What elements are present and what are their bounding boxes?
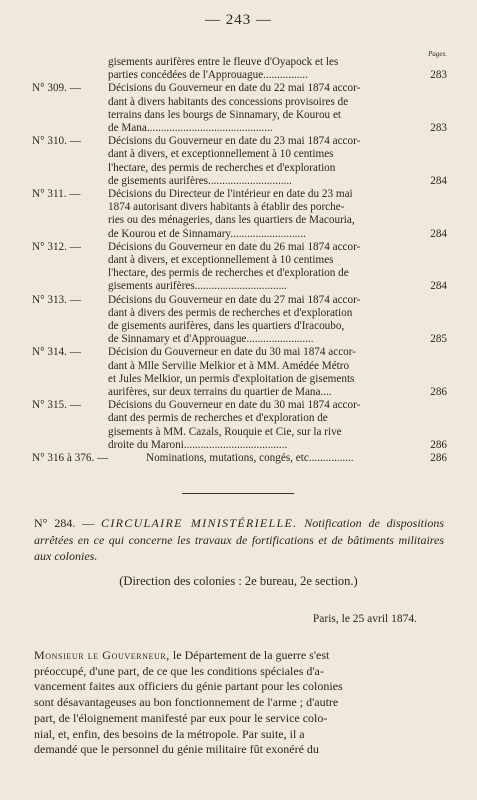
toc-line: Décisions du Gouverneur en date du 30 mai 1874 accor- [108,399,361,412]
circular-subtitle-line: fortifications et de bâtiments militaires aux colonies. [34,532,445,563]
letter-line-first [34,648,444,664]
toc-line: de Kourou et de Sinnamary........................... [108,227,306,240]
salutation: Monsieur le Gouverneur, [34,648,170,662]
toc-line: Nominations, mutations, congés, etc................ [146,452,354,465]
letter-line: demandé que le personnel du génie militaire fût exonéré du [34,742,319,757]
toc-entry-number: N° 315. — [32,399,81,412]
letter-line: part, de l'éloignement manifesté par eux pour le service colo- [34,710,328,725]
toc-page-ref: 286 [430,438,447,451]
toc-line: ries ou des ménageries, dans les quartiers de Macouria, [108,214,355,227]
letter-line: nial, et, enfin, des besoins de la métropole. Par suite, il a [34,726,305,741]
circular-subtitle-line: de dispositions arrêtées en ce qui concerne les travaux de [34,516,444,547]
toc-line: dant à divers, et exceptionnellement à 10 centimes [108,254,334,267]
toc-entry-number: N° 310. — [32,135,81,148]
toc-line: l'hectare, des permis de recherches et d'exploration de [108,267,349,280]
toc-page-ref: 286 [430,386,447,399]
toc-line: dant à divers des permis de recherches et d'exploration [108,306,353,319]
toc-entry-number: N° 316 à 376. — [32,452,109,465]
section-divider [182,493,294,494]
toc-line: Décisions du Gouverneur en date du 26 mai 1874 accor- [108,240,361,253]
toc-entry-314 [0,346,477,399]
toc-line: dant à Mlle Servilie Melkior et à MM. Amédée Métro [108,359,350,372]
toc-line: Décision du Gouverneur en date du 30 mai 1874 accor- [108,346,356,359]
circular-subtitle-start: Notification [304,516,362,530]
toc-line: et Jules Melkior, un permis d'exploitation de gisements [108,372,355,385]
toc-line: de Sinnamary et d'Approuague........................ [108,333,314,346]
toc-line: gisements aurifères................................. [108,280,287,293]
toc-entry-309 [0,82,477,135]
toc-entry-number: N° 311. — [32,188,81,201]
toc-line: 1874 autorisant divers habitants à établir des porche- [108,201,345,214]
toc-page-ref: 285 [430,333,447,346]
toc-line: dant à divers, et exceptionnellement à 10 centimes [108,148,334,161]
circular-number: N° 284. — [34,516,95,530]
letter-line: préoccupé, d'une part, de ce que les conditions spéciales d'a- [34,663,324,678]
toc-entry-313 [0,294,477,347]
toc-page-ref: 284 [430,174,447,187]
toc-line: terrains dans les bourgs de Sinnamary, de Kourou et [108,108,342,121]
toc-line: Décisions du Gouverneur en date du 23 mai 1874 accor- [108,135,361,148]
pages-column-label: Pages. [428,50,447,58]
toc-entry-310 [0,135,477,188]
place-date: Paris, le 25 avril 1874. [312,613,417,625]
toc-line: aurifères, sur deux terrains du quartier de Mana.... [108,386,332,399]
toc-line: dant des permis de recherches et d'exploration de [108,412,328,425]
toc-line: de Mana............................................. [108,122,273,135]
toc-line: droite du Maroni..................................... [108,438,288,451]
toc-page-ref: 283 [430,122,447,135]
letter-body [34,648,444,758]
toc-line: l'hectare, des permis de recherches et d'exploration [108,161,336,174]
toc-entry-number: N° 312. — [32,240,81,253]
letter-text: le Département de la guerre s'est [172,648,330,662]
toc-line: Décisions du Gouverneur en date du 27 mai 1874 accor- [108,293,361,306]
toc-line: Décisions du Directeur de l'intérieur en date du 23 mai [108,188,353,201]
toc-entry-number: N° 313. — [32,293,81,306]
toc-page-ref: 284 [430,227,447,240]
toc-entry-number: N° 314. — [32,346,81,359]
circular-heading [34,515,444,565]
toc-page-ref: 286 [430,452,447,465]
toc-line: dant à divers habitants des concessions provisoires de [108,95,349,108]
toc-line: de gisements aurifères.............................. [108,174,292,187]
toc-entry-311 [0,188,477,241]
toc-line: parties concédées de l'Approuague................ [108,69,308,82]
toc-entry-number: N° 309. — [32,82,81,95]
toc-line: gisements aurifères entre le fleuve d'Oyapock et les [108,56,339,68]
toc-page-ref: 283 [430,69,447,82]
table-of-contents [0,56,477,465]
toc-page-ref: 284 [430,280,447,293]
toc-line: gisements à MM. Cazals, Rouquie et Cie, sur la rive [108,425,342,438]
circular-title: CIRCULAIRE MINISTÉRIELLE. [101,516,298,530]
toc-continuation [0,56,477,82]
letter-line: sont désavantageuses au bon fonctionnement de l'arme ; d'autre [34,695,339,710]
toc-entry-316-376 [0,452,477,465]
toc-line: de gisements aurifères, dans les quartiers d'Iracoubo, [108,320,345,333]
toc-entry-312 [0,241,477,294]
direction-line: (Direction des colonies : 2e bureau, 2e section.) [119,574,358,588]
letter-line: vancement faites aux officiers du génie partant pour les colonies [34,679,343,694]
toc-entry-315 [0,399,477,452]
page-number: — 243 — [205,12,272,28]
toc-line: Décisions du Gouverneur en date du 22 mai 1874 accor- [108,82,361,95]
